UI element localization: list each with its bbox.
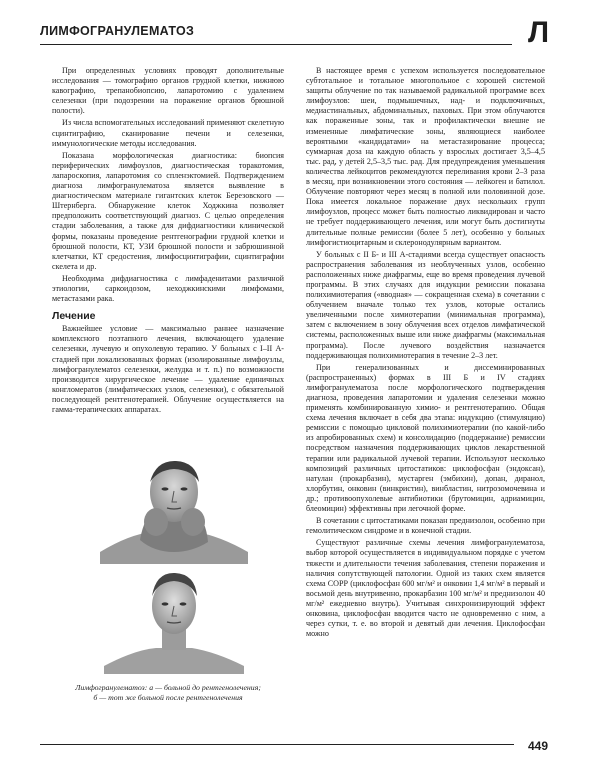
figure-patient-after	[100, 566, 248, 674]
paragraph: При определенных условиях проводят дополнительные исследования — томографию органов грудной клетки, нижнюю кавографию, трепанобиопсию, лапаротомию с удалением селезенки (при подозрении на поражение органов брюшной полости).	[52, 66, 284, 116]
paragraph: Показана морфологическая диагностика: биопсия периферических лимфоузлов, диагностическая торакотомия, лапароскопия, лапаротомия со спленэктомией. Подтверждением диагноза лимфогранулематоза является выявление в диагностическом материале гигантских клеток Березовского — Штернберга. Обнаружение клеток Ходжкина позволяет предположить соответствующий диагноз. С целью определения стадии заболевания, а также для дифдиагностики клинической формы, показаны проведение рентгенографии грудной клетки и брюшной полости, КТ, УЗИ брюшной полости и забрюшинной клетчатки, КТ средостения, лимфосцинтиграфии, сцинтиграфии скелета и др.	[52, 150, 284, 271]
page-number: 449	[518, 736, 558, 756]
patient-portrait-before-illustration	[100, 452, 248, 564]
header-rule	[40, 44, 512, 45]
caption-line: б — тот же больной после рентгенолечения	[93, 692, 243, 702]
figure-patient-before	[100, 452, 248, 564]
footer-rule	[40, 744, 514, 745]
paragraph: Из числа вспомогательных исследований применяют скелетную сцинтиграфию, сканирование печени и селезенки, иммунологические методы исследования.	[52, 118, 284, 148]
paragraph: Существуют различные схемы лечения лимфогранулематоза, выбор которой осуществляется в индивидуальном порядке с учетом тяжести и длительности течения заболевания, степени поражения и наличия сопутствующей патологии. Одной из таких схем является схема СОРР (циклофосфан 600 мг/м² и онковин 1,4 мг/м² в первый и восьмой день внутривенно, прокарбазин 100 мг/м² и преднизолон 40 мг/м² ежедневно внутрь). Учитывая синхронизирующий эффект онковина, циклофосфан вводится часто не одновременно с ним, а через сутки, т. е. во второй и девятый дни лечения. Циклофосфан можно	[306, 538, 545, 639]
right-column	[306, 66, 545, 639]
section-heading-treatment: Лечение	[52, 310, 96, 323]
caption-line: Лимфогранулематоз: а — больной до рентгенолечения;	[75, 683, 261, 692]
paragraph: При генерализованных и диссеминированных (распространенных) формах в III Б и IV стадиях лимфогранулематоза после морфологического подтверждения диагноза, проведения лапаротомии и удаления селезенки можно применять комбинированную химио- и рентгенотерапию. Общая схема лечения включает в себя два этапа: индукцию (стимуляцию) ремиссии с помощью цикловой полихимиотерапии (по какой-либо из апробированных схем) и консолидацию (поддержание) ремиссии посредством назначения поддерживающих циклов лекарственной терапии или радикальной лучевой терапии. Используют несколько композиций различных цитостатиков: циклофосфан (эндоксан), натулан (прокарбазин), мустарген (эмбихин), допан, диранол, хлорбутин, онковин (винкристин), винбластин, нитрозомочевина и др.; противоопухолевые антибиотики (брутомицин, адриамицин, блеомицин) эффективны при легочной форме.	[306, 362, 545, 514]
paragraph: Необходима дифдиагностика с лимфаденитами различной этиологии, саркоидозом, неходжкинскими лимфомами, метастазами рака.	[52, 273, 284, 304]
left-column	[52, 66, 284, 415]
paragraph: В настоящее время с успехом используется последовательное субтотальное и тотальное многопольное с хорошей системой защиты облучение по так называемой радикальной программе всех лимфоузлов: шеи, подмышечных, над- и подключичных, медиастинальных, абдоминальных, паховых. При этом облучаются как пораженные зоны, так и профилактически внешне не измененные лимфатические зоны, являющиеся наиболее вероятными «кандидатами» на метастазирование процесса; суммарная доза на каждую область у взрослых достигает 3,5–4,5 тыс. рад, у детей 2,5–3,5 тыс. рад. Для предупреждения уменьшения количества лейкоцитов рекомендуются переливания крови 2–3 раза в месяц, при возникновении этого состояния — лейкоген и батилол. Облучение повторяют через месяц в полной или половинной дозе. Пока имеется локальное поражение двух нескольких групп лимфоузлов, процесс может быть полностью ликвидирован и часто не требует поддерживающего лечения, или могут быть достигнуты длительные полные ремиссии (более 5 лет), особенно у больных лимфогистиоцитарным и склеронодулярным вариантом.	[306, 66, 545, 247]
paragraph: У больных с II Б- и III А-стадиями всегда существует опасность распространения заболевания из необлученных узлов, особенно расположенных ниже диафрагмы, еще во время проведения лучевой программы. В этих случаях для индукции ремиссии показана полихимиотерапия («вводная» — сокращенная схема) в сочетании с облучением вначале только тех узлов, которые остались увеличенными после химиотерапии (минимальная программа), затем с включением в зону облучения всех отделов лимфатической системы, расположенных выше или ниже диафрагмы (максимальная программа). После лучевого воздействия назначается поддерживающая полихимиотерапия в течение 2–3 лет.	[306, 249, 545, 360]
section-letter: Л	[528, 16, 550, 49]
paragraph: В сочетании с цитостатиками показан преднизолон, особенно при гемолитическом синдроме и в конечной стадии.	[306, 516, 545, 536]
figure-caption	[52, 683, 284, 703]
patient-portrait-after-illustration	[100, 566, 248, 674]
running-header-title: ЛИМФОГРАНУЛЕМАТОЗ	[40, 24, 195, 38]
paragraph: Важнейшее условие — максимально раннее назначение комплексного поэтапного лечения, включающего удаление селезенки, лучевую и опухолевую терапию. У больных с I–II А-стадией при локализованных формах (изолированные лимфоузлы, лимфогранулематоз селезенки, желудка и т. п.) по возможности производится хирургическое лечение — удаление единичных конгломератов (лимфатических узлов, селезенки), с обязательной последующей рентгенотерапией. Облучение осуществляется на гамма-терапических аппаратах.	[52, 324, 284, 414]
